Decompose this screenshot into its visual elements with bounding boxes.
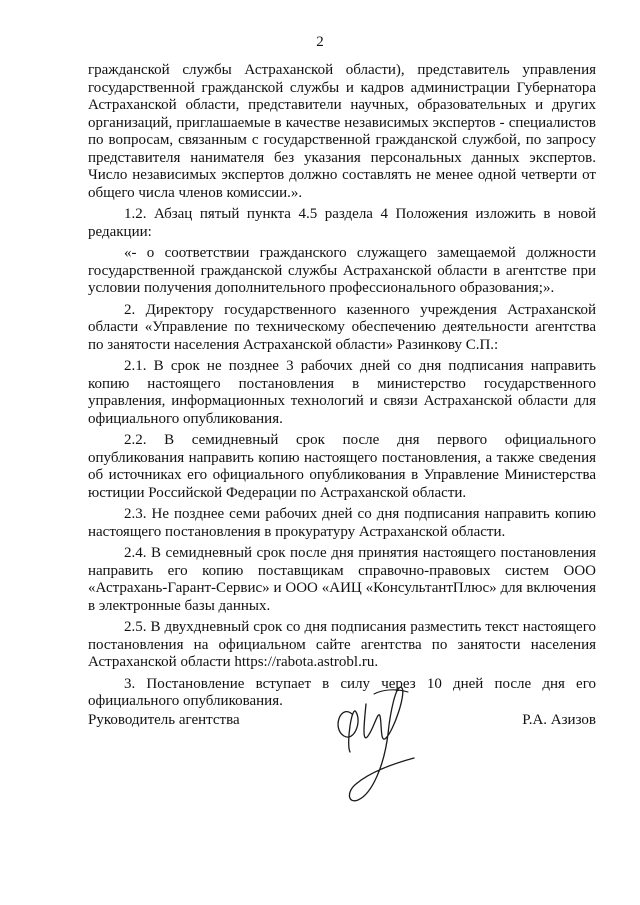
paragraph-quoted-text: «- о соответствии гражданского служащего замещаемой должности государственной гражданской службы Астраханской области в агентстве при условии получения дополнительного профессионального образования;». [88,245,596,296]
paragraph-1-2: 1.2. Абзац пятый пункта 4.5 раздела 4 Положения изложить в новой редакции: [88,206,596,240]
paragraph-2-5: 2.5. В двухдневный срок со дня подписания разместить текст настоящего постановления на официальном сайте агентства по занятости населения Астраханской области https://rabota.astrobl.ru. [88,619,596,670]
paragraph-3: 3. Постановление вступает в силу через 10 дней после дня его официального опубликования. [88,675,596,709]
paragraph-2-2: 2.2. В семидневный срок после дня первого официального опубликования направить копию настоящего постановления, а также сведения об источниках его официального опубликования в Управление Министерства юстиции Российской Федерации по Астраханской области. [88,432,596,501]
paragraph-2-1: 2.1. В срок не позднее 3 рабочих дней со дня подписания направить копию настоящего постановления в министерство государственного управления, информационных технологий и связи Астраханской области для официального опубликования. [88,358,596,427]
document-body [88,62,596,715]
paragraph-2-4: 2.4. В семидневный срок после дня принятия настоящего постановления направить его копию поставщикам справочно-правовых систем ООО «Астрахань-Гарант-Сервис» и ООО «АИЦ «КонсультантПлюс» для включения в электронные базы данных. [88,545,596,614]
paragraph-2: 2. Директору государственного казенного учреждения Астраханской области «Управление по техническому обеспечению деятельности агентства по занятости населения Астраханской области» Разинкову С.П.: [88,301,596,353]
paragraph-commission-composition: гражданской службы Астраханской области), представитель управления государственной гражданской службы и кадров администрации Губернатора Астраханской области, представители научных, образовательных и других организаций, приглашаемые в качестве независимых экспертов - специалистов по вопросам, связанным с государственной гражданской службой, по запросу представителя нанимателя без указания персональных данных экспертов. Число независимых экспертов должно составлять не менее одной четверти от общего числа членов комиссии.». [88,62,596,201]
handwritten-signature [322,674,432,814]
signatory-title: Руководитель агентства [88,712,240,728]
paragraph-2-3: 2.3. Не позднее семи рабочих дней со дня подписания направить копию настоящего постановления в прокуратуру Астраханской области. [88,506,596,540]
signatory-name: Р.А. Азизов [522,712,596,728]
page-number: 2 [316,34,324,50]
